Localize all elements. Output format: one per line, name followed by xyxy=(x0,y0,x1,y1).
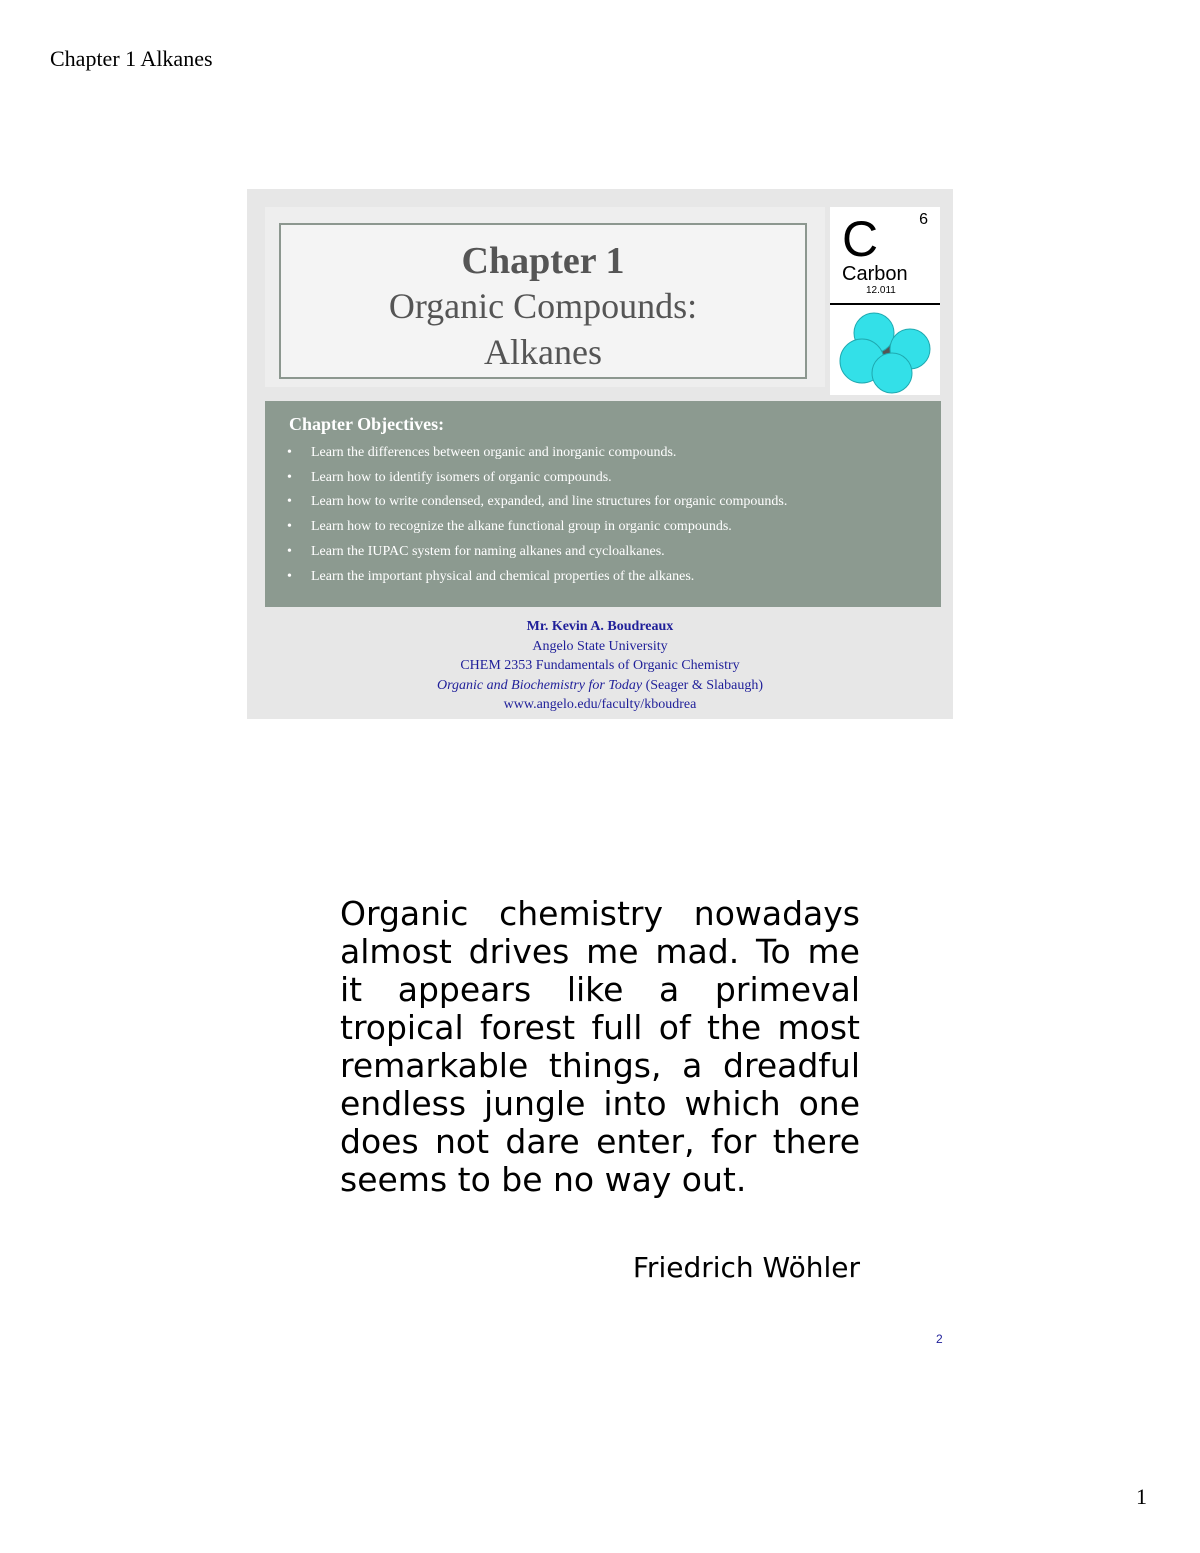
course-name: CHEM 2353 Fundamentals of Organic Chemistry xyxy=(460,658,740,673)
carbon-element-card xyxy=(830,207,940,395)
objectives-list xyxy=(287,441,787,589)
atomic-mass: 12.011 xyxy=(866,285,896,296)
quote-text: Organic chemistry nowadays almost drives me mad. To me it appears like a primeval tropical forest full of the most remarkable things, a dreadful endless jungle into which one does not dare enter, for there seems to be no way out. xyxy=(340,894,860,1199)
chapter-objectives xyxy=(265,401,941,607)
author-name: Mr. Kevin A. Boudreaux xyxy=(526,619,674,634)
textbook-authors: (Seager & Slabaugh) xyxy=(642,677,763,693)
list-item: • Learn how to write condensed, expanded, and line structures for organic compounds. xyxy=(287,494,788,510)
element-symbol: C xyxy=(842,211,879,267)
slide-credits xyxy=(247,617,953,715)
page-header: Chapter 1 Alkanes xyxy=(50,46,213,71)
element-divider xyxy=(830,303,940,305)
objectives-heading: Chapter Objectives: xyxy=(289,414,445,434)
textbook-citation xyxy=(247,676,953,696)
list-item: • Learn the differences between organic and inorganic compounds. xyxy=(287,445,677,460)
title-box xyxy=(279,223,807,379)
slide-subtitle-line-1: Organic Compounds: xyxy=(388,286,698,326)
space-filling-model-icon xyxy=(832,309,938,395)
slide-subtitle-line-2: Alkanes xyxy=(484,332,602,372)
slide-1 xyxy=(247,189,953,719)
slide-title: Chapter 1 xyxy=(461,240,625,282)
atomic-number: 6 xyxy=(919,211,928,228)
textbook-title: Organic and Biochemistry for Today xyxy=(437,677,643,693)
page-number: 1 xyxy=(1136,1484,1147,1509)
quote-author: Friedrich Wöhler xyxy=(632,1251,860,1284)
list-item: • Learn the important physical and chemical properties of the alkanes. xyxy=(287,568,695,584)
faculty-url[interactable]: www.angelo.edu/faculty/kboudrea xyxy=(503,697,697,712)
list-item: • Learn how to recognize the alkane functional group in organic compounds. xyxy=(287,519,732,535)
slide-number: 2 xyxy=(936,1332,943,1346)
list-item: • Learn how to identify isomers of organic compounds. xyxy=(287,469,612,485)
title-panel xyxy=(265,207,825,387)
element-name: Carbon xyxy=(842,263,908,285)
university-name: Angelo State University xyxy=(532,638,668,654)
list-item: • Learn the IUPAC system for naming alkanes and cycloalkanes. xyxy=(287,543,665,559)
